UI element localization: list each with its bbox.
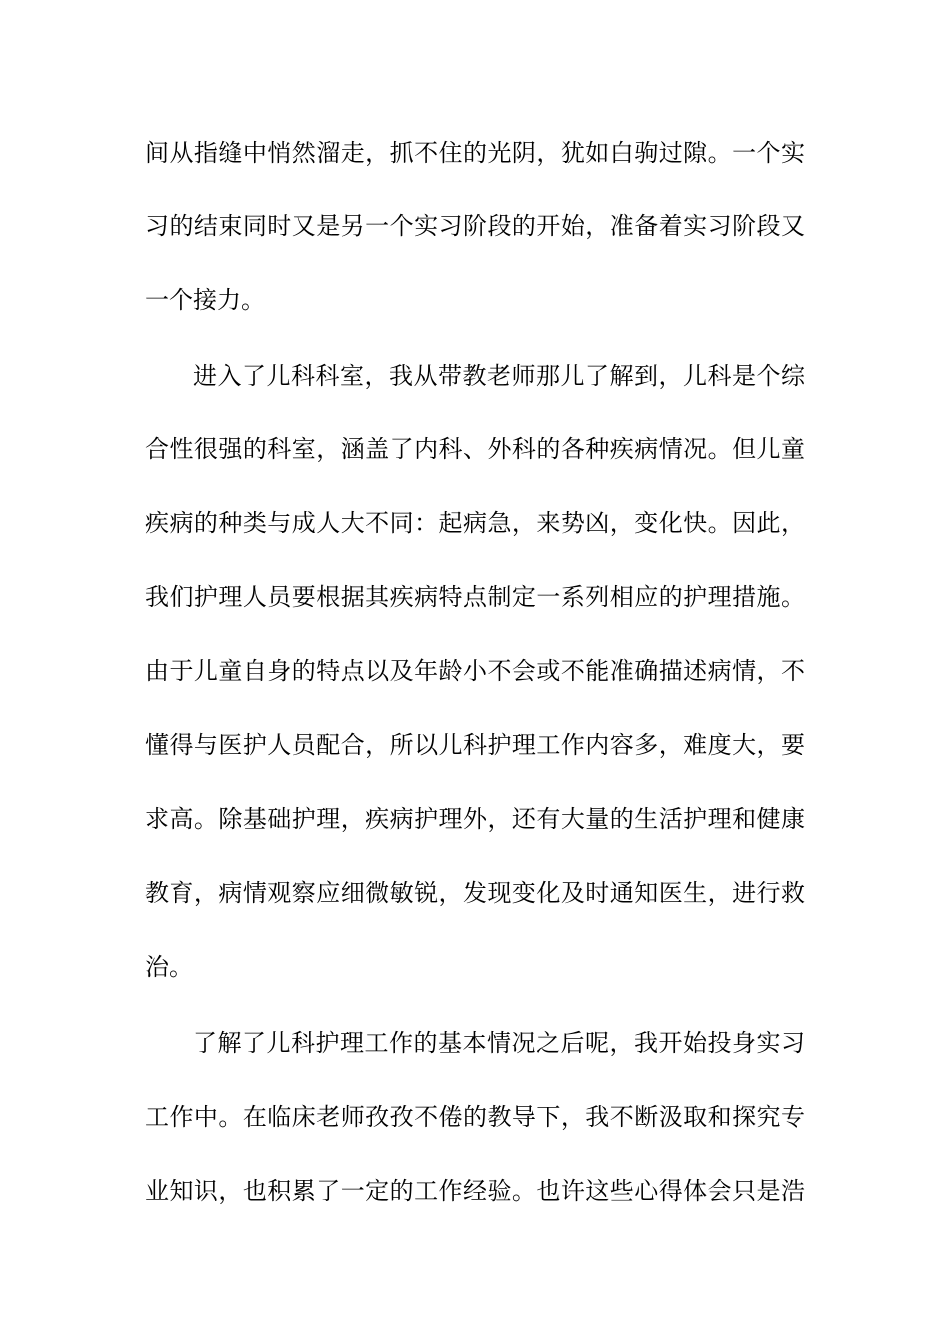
text-line: 由于儿童自身的特点以及年龄小不会或不能准确描述病情，不 <box>145 657 805 685</box>
text-line: 疾病的种类与成人大不同：起病急，来势凶，变化快。因此， <box>145 509 805 537</box>
text-line: 教育，病情观察应细微敏锐，发现变化及时通知医生，进行救 <box>145 879 805 907</box>
text-line: 我们护理人员要根据其疾病特点制定一系列相应的护理措施。 <box>145 583 805 611</box>
text-line: 间从指缝中悄然溜走，抓不住的光阴，犹如白驹过隙。一个实 <box>145 139 805 167</box>
text-line: 治。 <box>145 953 193 981</box>
text-line: 懂得与医护人员配合，所以儿科护理工作内容多，难度大，要 <box>145 731 805 759</box>
text-line: 求高。除基础护理，疾病护理外，还有大量的生活护理和健康 <box>145 805 805 833</box>
text-line: 一个接力。 <box>145 286 265 314</box>
text-line: 习的结束同时又是另一个实习阶段的开始，准备着实习阶段又 <box>145 212 805 240</box>
text-line: 工作中。在临床老师孜孜不倦的教导下，我不断汲取和探究专 <box>145 1103 805 1131</box>
paragraph-start-line: 进入了儿科科室，我从带教老师那儿了解到，儿科是个综 <box>193 362 805 390</box>
paragraph-start-line: 了解了儿科护理工作的基本情况之后呢，我开始投身实习 <box>193 1029 805 1057</box>
text-line: 合性很强的科室，涵盖了内科、外科的各种疾病情况。但儿童 <box>145 435 805 463</box>
text-line: 业知识，也积累了一定的工作经验。也许这些心得体会只是浩 <box>145 1177 805 1205</box>
